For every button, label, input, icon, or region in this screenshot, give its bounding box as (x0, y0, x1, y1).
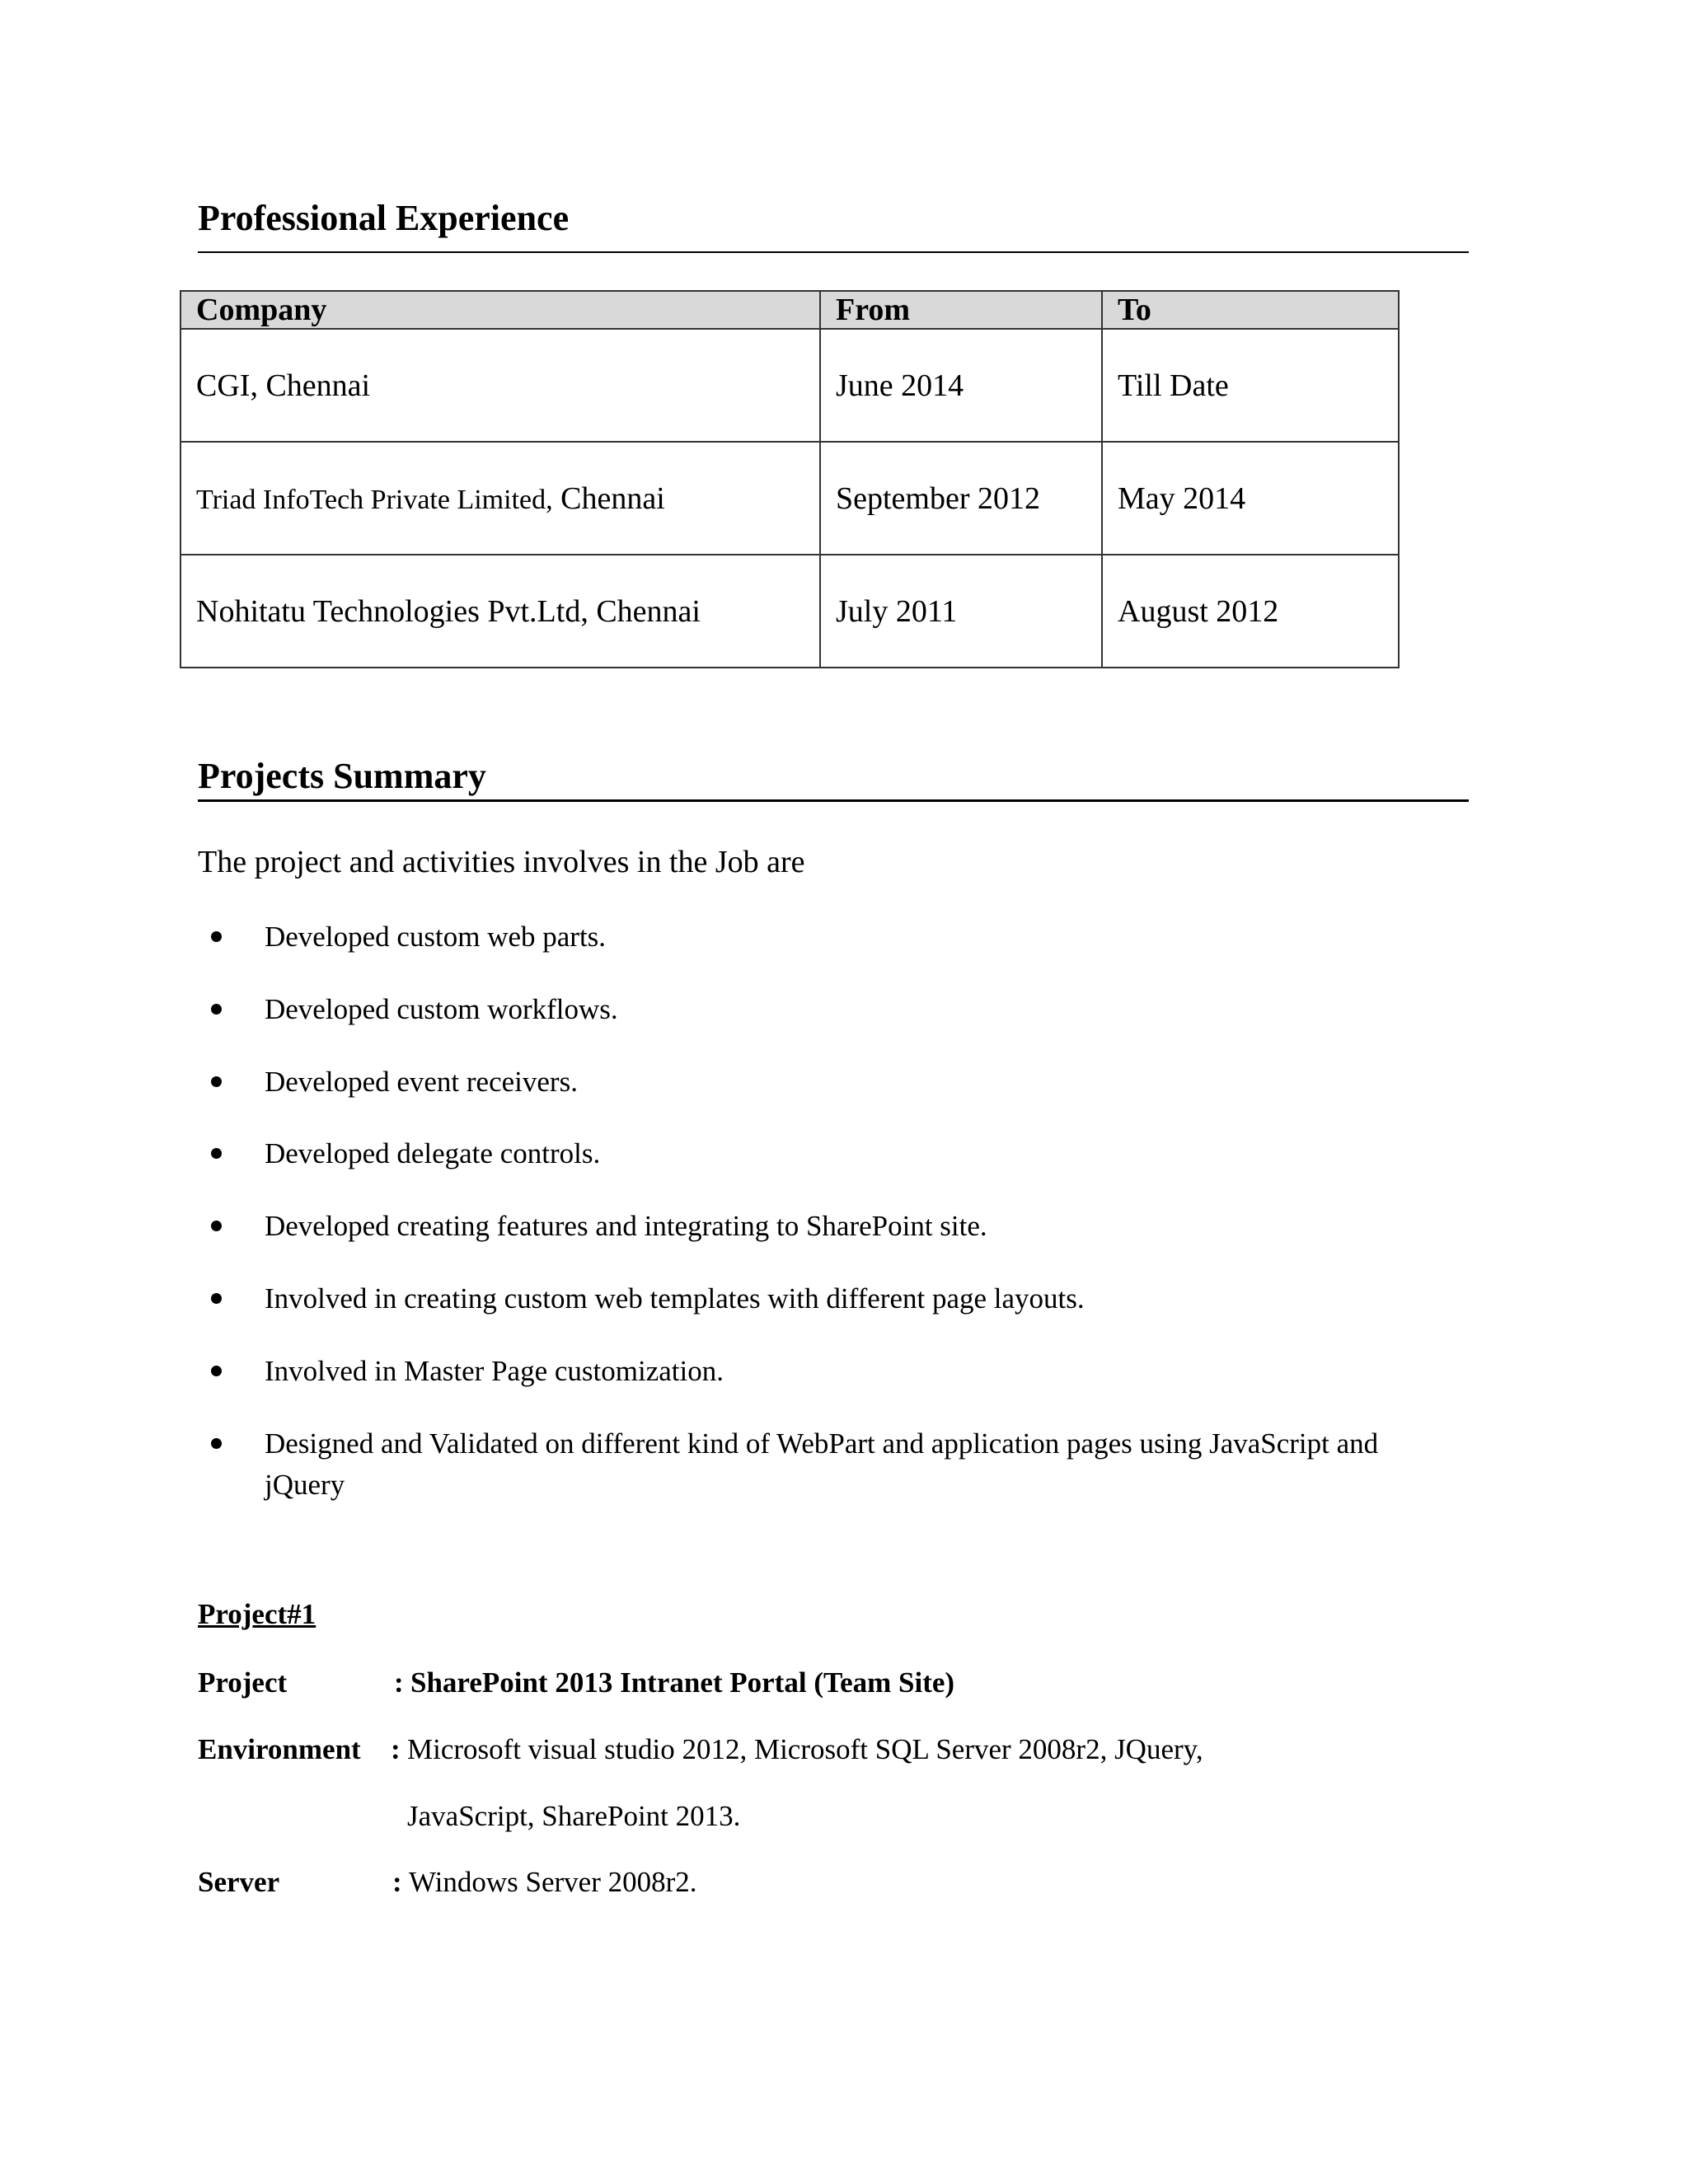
experience-table-header-row (181, 291, 1399, 329)
projects-intro: The project and activities involves in the Job are (198, 845, 805, 879)
environment-field-colon: : (391, 1733, 401, 1765)
activity-text: Involved in Master Page customization. (265, 1355, 724, 1387)
activity-text: Involved in creating custom web templates with different page layouts. (265, 1282, 1085, 1315)
company-name: Nohitatu Technologies Pvt.Ltd, Chennai (196, 593, 701, 629)
server-field-value: Windows Server 2008r2. (409, 1866, 697, 1898)
professional-experience-heading: Professional Experience (198, 198, 570, 238)
company-city: Chennai (552, 480, 665, 516)
column-header-company: Company (181, 291, 820, 329)
project-field-colon: : (394, 1666, 404, 1699)
bullet-icon (211, 1004, 222, 1015)
project-field-label: Project (198, 1666, 288, 1699)
company-cell (181, 329, 820, 442)
company-cell (181, 442, 820, 555)
bullet-icon (211, 1293, 222, 1304)
table-row (181, 555, 1399, 668)
company-name: CGI, Chennai (196, 368, 371, 403)
activity-text: Developed custom web parts. (265, 921, 607, 953)
project-field-value: SharePoint 2013 Intranet Portal (Team Site) (410, 1666, 955, 1699)
projects-heading-rule (198, 799, 1469, 802)
table-row (181, 329, 1399, 442)
experience-table (180, 290, 1400, 668)
bullet-icon (211, 1366, 222, 1376)
from-cell: September 2012 (820, 442, 1102, 555)
experience-heading-rule (198, 251, 1469, 253)
activity-text: Designed and Validated on different kind of WebPart and application pages using JavaScript and jQuery (265, 1427, 1379, 1501)
environment-field-value-continued: JavaScript, SharePoint 2013. (407, 1800, 741, 1832)
bullet-icon (211, 1221, 222, 1231)
to-cell: May 2014 (1102, 442, 1399, 555)
server-field-colon: : (392, 1866, 402, 1898)
activity-text: Developed event receivers. (265, 1066, 578, 1098)
server-field-label: Server (198, 1866, 280, 1898)
table-row (181, 442, 1399, 555)
to-cell: Till Date (1102, 329, 1399, 442)
bullet-icon (211, 1148, 222, 1159)
from-cell: June 2014 (820, 329, 1102, 442)
bullet-icon (211, 1076, 222, 1087)
project-number-label: Project#1 (198, 1598, 316, 1630)
activity-text: Developed delegate controls. (265, 1137, 601, 1169)
from-cell: July 2011 (820, 555, 1102, 668)
to-cell: August 2012 (1102, 555, 1399, 668)
environment-field-value: Microsoft visual studio 2012, Microsoft SQL Server 2008r2, JQuery, (407, 1733, 1203, 1765)
environment-field-label: Environment (198, 1733, 361, 1765)
column-header-to: To (1102, 291, 1399, 329)
column-header-from: From (820, 291, 1102, 329)
company-cell (181, 555, 820, 668)
bullet-icon (211, 931, 222, 942)
bullet-icon (211, 1438, 222, 1449)
company-name: Triad InfoTech Private Limited, (196, 484, 553, 515)
projects-summary-heading: Projects Summary (198, 756, 486, 796)
activity-text: Developed creating features and integrating to SharePoint site. (265, 1210, 987, 1242)
activity-text: Developed custom workflows. (265, 993, 618, 1025)
